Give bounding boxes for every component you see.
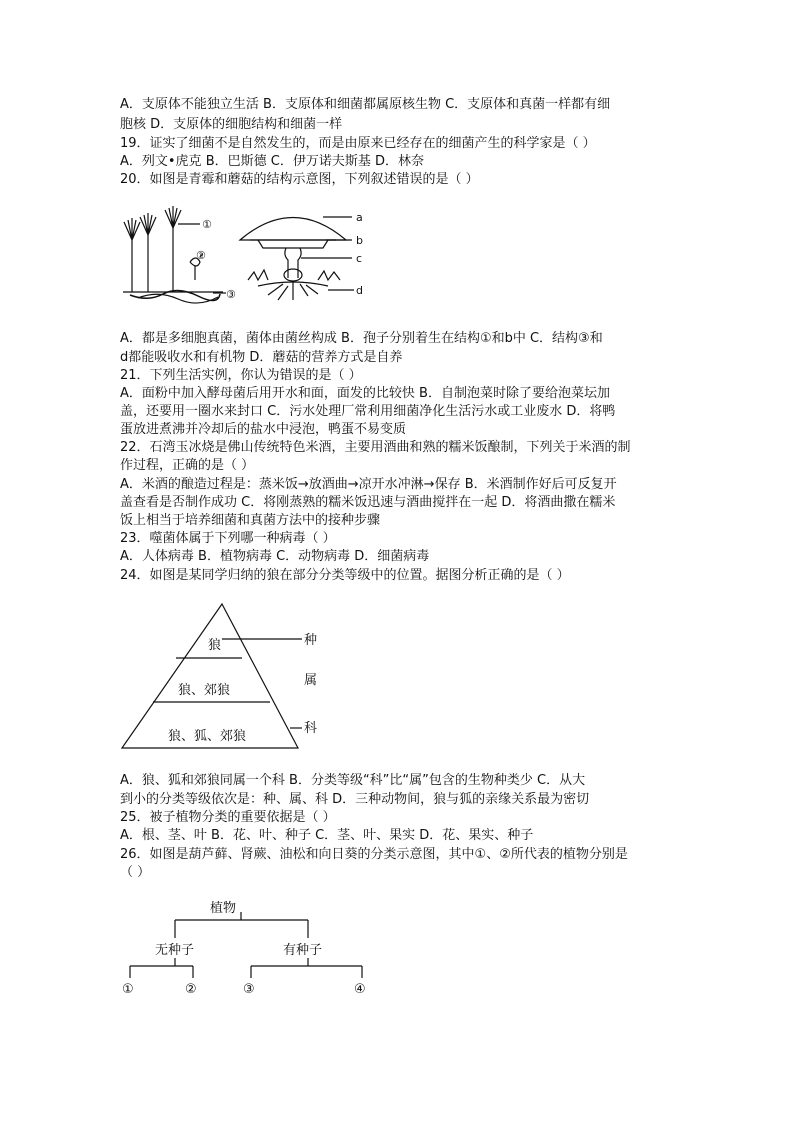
plant-classification-tree [118,898,378,1002]
option-line: 盖，还要用一圈水来封口 C．污水处理厂常利用细菌净化生活污水或工业废水 D．将鸭 [120,404,616,419]
option-line: 胞核 D．支原体的细胞结构和细菌一样 [120,117,343,132]
rank-species: 种 [304,633,318,648]
classification-pyramid [120,600,330,755]
option-line: A．狼、狐和郊狼同属一个科 B．分类等级“科”比“属”包含的生物种类少 C．从大 [120,773,586,788]
option-line: A．人体病毒 B．植物病毒 C．动物病毒 D．细菌病毒 [120,549,430,564]
option-line: 蛋放进煮沸并冷却后的盐水中浸泡，鸭蛋不易变质 [120,422,407,437]
leaf-1: ① [122,982,134,997]
rank-family: 科 [304,721,318,736]
question-20: 20．如图是青霉和蘑菇的结构示意图，下列叙述错误的是（ ） [120,172,479,187]
fungi-figure [118,200,378,310]
question-23: 23．噬菌体属于下列哪一种病毒（ ） [120,531,336,546]
branch-seed: 有种子 [283,943,323,958]
leaf-4: ④ [354,982,366,997]
label-b: b [356,234,363,247]
option-line: 盖查看是否制作成功 C．将刚蒸熟的糯米饭迅速与酒曲搅拌在一起 D．将酒曲撒在糯米 [120,495,616,510]
label-c: c [356,252,363,265]
option-line: A．都是多细胞真菌，菌体由菌丝构成 B．孢子分别着生在结构①和b中 C．结构③和 [120,331,603,346]
option-line: 到小的分类等级依次是：种、属、科 D．三种动物间，狼与狐的亲缘关系最为密切 [120,792,590,807]
label-1: ① [202,218,212,231]
question-24: 24．如图是某同学归纳的狼在部分分类等级中的位置。据图分析正确的是（ ） [120,568,570,583]
option-line: A．列文•虎克 B．巴斯德 C．伊万诺夫斯基 D．林奈 [120,154,424,169]
question-26: 26．如图是葫芦藓、肾蕨、油松和向日葵的分类示意图，其中①、②所代表的植物分别是 [120,847,628,862]
question-26-cont: （ ） [120,865,151,880]
tree-root: 植物 [210,901,237,916]
leaf-2: ② [185,982,197,997]
pyramid-level-family: 狼、狐、郊狼 [168,729,247,744]
option-line: 饭上相当于培养细菌和真菌方法中的接种步骤 [120,513,381,528]
option-line: A．支原体不能独立生活 B．支原体和细菌都属原核生物 C．支原体和真菌一样都有细 [120,97,611,112]
branch-no-seed: 无种子 [155,943,195,958]
label-3: ③ [226,288,236,301]
label-2: ② [196,249,206,262]
option-line: A．米酒的酿造过程是：蒸米饭→放酒曲→凉开水冲淋→保存 B．米酒制作好后可反复开 [120,477,617,492]
pyramid-level-species: 狼 [208,638,222,653]
leaf-3: ③ [243,982,255,997]
question-25: 25．被子植物分类的重要依据是（ ） [120,810,336,825]
question-19: 19．证实了细菌不是自然发生的，而是由原来已经存在的细菌产生的科学家是（ ） [120,136,596,151]
option-line: A．根、茎、叶 B．花、叶、种子 C．茎、叶、果实 D．花、果实、种子 [120,828,534,843]
label-d: d [356,284,363,297]
label-a: a [356,211,363,224]
option-line: A．面粉中加入酵母菌后用开水和面，面发的比较快 B．自制泡菜时除了要给泡菜坛加 [120,386,610,401]
question-22-cont: 作过程，正确的是（ ） [120,458,255,473]
pyramid-level-genus: 狼、郊狼 [178,683,231,698]
question-22: 22．石湾玉冰烧是佛山传统特色米酒，主要用酒曲和熟的糯米饭酿制，下列关于米酒的制 [120,440,631,455]
rank-genus: 属 [304,673,318,688]
question-21: 21．下列生活实例，你认为错误的是（ ） [120,368,362,383]
option-line: d都能吸收水和有机物 D．蘑菇的营养方式是自养 [120,350,403,365]
